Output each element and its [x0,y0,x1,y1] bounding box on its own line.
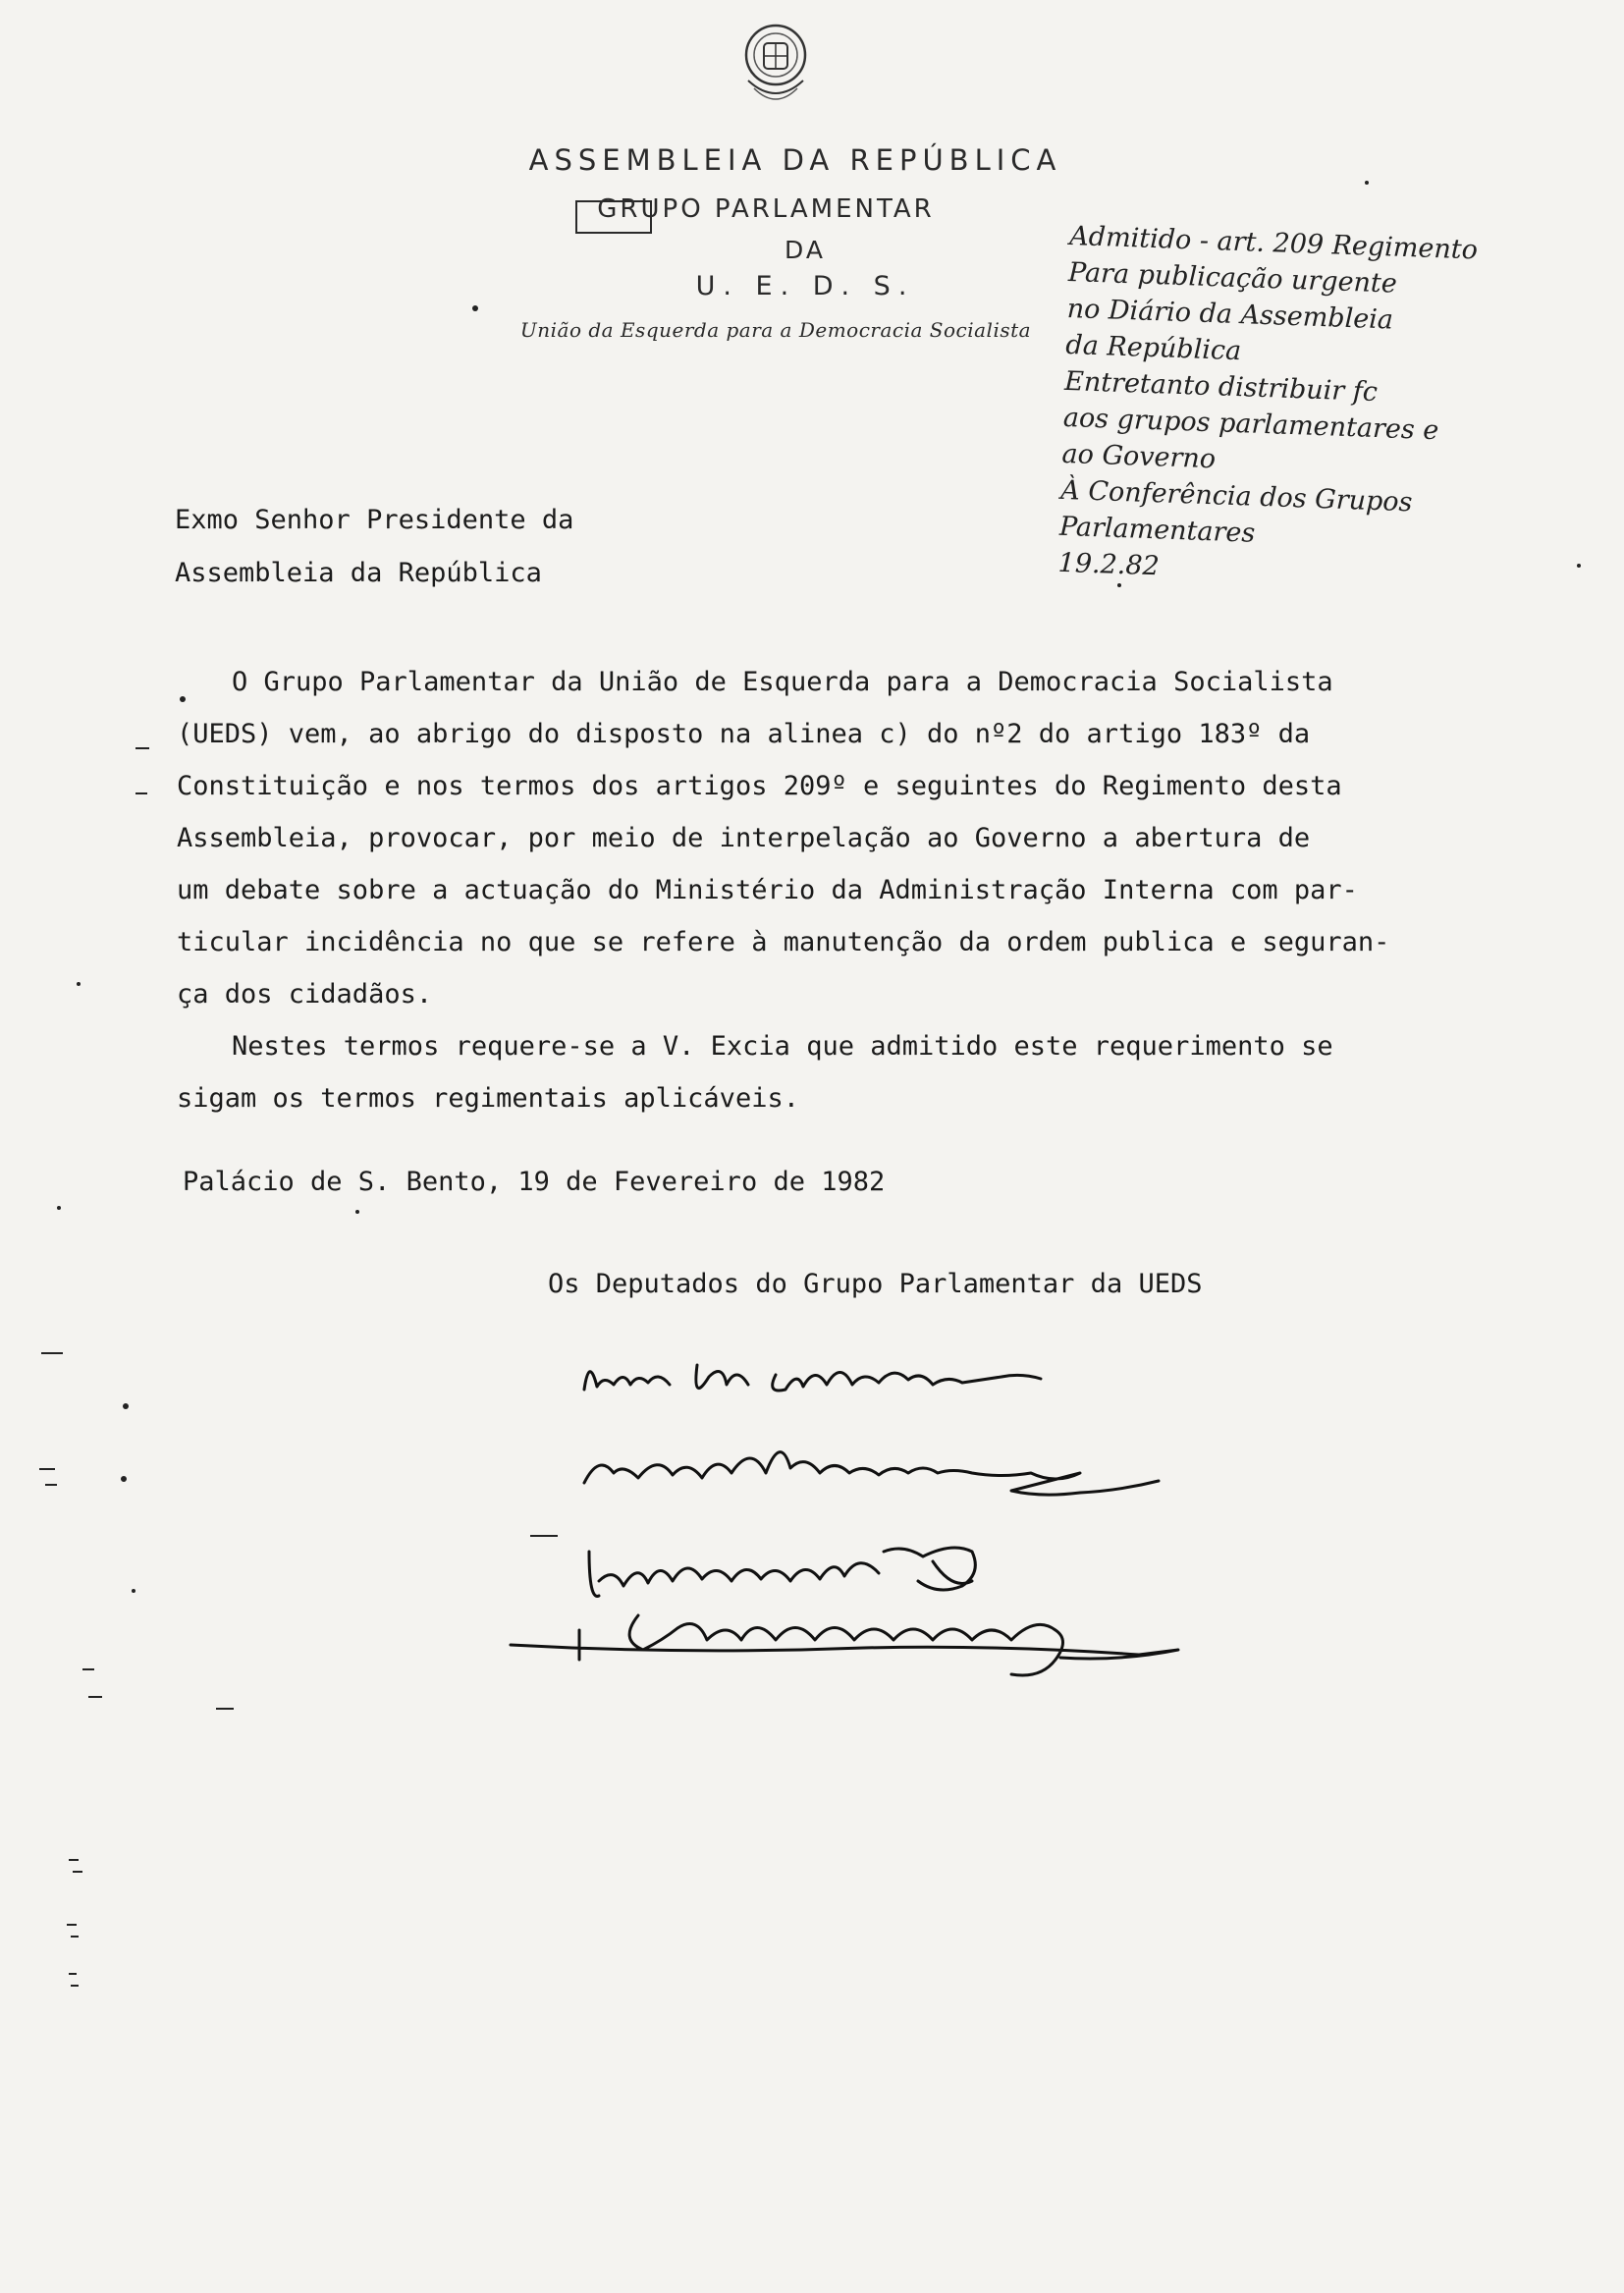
body-line: ça dos cidadãos. [177,979,433,1010]
note-line: no Diário da Assembleia [1066,293,1394,336]
letter-body [177,656,1483,1124]
signature-3 [589,1548,975,1596]
signatures [491,1316,1276,1728]
signature-1 [584,1365,1041,1391]
body-line: Constituição e nos termos dos artigos 209º e seguintes do Regimento desta [177,771,1342,801]
body-line: O Grupo Parlamentar da União de Esquerda para a Democracia Socialista [232,667,1333,697]
addressee-line-1: Exmo Senhor Presidente da [175,505,574,535]
signature-2 [584,1452,1159,1495]
body-line: (UEDS) vem, ao abrigo do disposto na alinea c) do nº2 do artigo 183º da [177,719,1311,749]
signatories-heading: Os Deputados do Grupo Parlamentar da UEDS [548,1269,1203,1299]
letterhead-ueds: U. E. D. S. [695,271,915,301]
letterhead-assembleia: ASSEMBLEIA DA REPÚBLICA [528,143,1062,177]
note-line: da República [1064,329,1242,367]
note-line: Parlamentares [1058,511,1256,549]
republic-seal-icon [729,12,823,114]
letterhead-uniao: União da Esquerda para a Democracia Socialista [519,318,1032,342]
body-line: ticular incidência no que se refere à manutenção da ordem publica e seguran- [177,927,1390,957]
note-line: Entretanto distribuir fc [1063,365,1379,409]
note-line: Para publicação urgente [1067,256,1398,300]
note-line: Admitido - art. 209 Regimento [1068,220,1479,266]
note-line: 19.2.82 [1057,547,1161,582]
letterhead-da: DA [785,236,826,264]
body-line: sigam os termos regimentais aplicáveis. [177,1083,799,1114]
handwritten-note [1057,218,1620,600]
body-line: Nestes termos requere-se a V. Excia que admitido este requerimento se [232,1031,1333,1062]
body-line: um debate sobre a actuação do Ministério da Administração Interna com par- [177,875,1358,905]
body-line: Assembleia, provocar, por meio de interpelação ao Governo a abertura de [177,823,1311,853]
letterhead-grupo: GRUPO PARLAMENTAR [597,194,935,224]
note-line: À Conferência dos Grupos [1059,474,1413,519]
addressee-line-2: Assembleia da República [175,558,542,588]
signature-4 [511,1615,1178,1675]
note-line: aos grupos parlamentares e [1062,402,1439,447]
dateline: Palácio de S. Bento, 19 de Fevereiro de 1982 [183,1167,886,1197]
note-line: ao Governo [1061,438,1217,475]
